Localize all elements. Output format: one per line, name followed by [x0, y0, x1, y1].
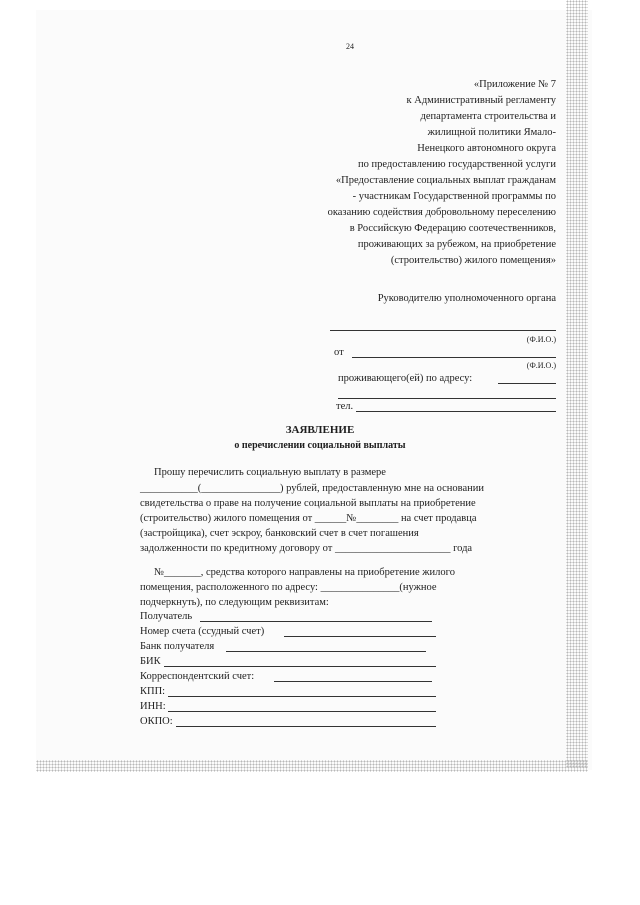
header-line: жилищной политики Ямало-: [427, 127, 556, 138]
from-label: от: [334, 347, 344, 358]
header-line: в Российскую Федерацию соотечественников,: [349, 223, 556, 234]
requisite-line: [284, 636, 436, 637]
requisite-label: Получатель: [140, 611, 193, 622]
requisite-line: [274, 681, 432, 682]
header-line: к Административный регламенту: [406, 95, 556, 106]
body-line: задолженности по кредитному договору от ______________________ года: [140, 543, 473, 554]
requisite-label: Банк получателя: [140, 641, 215, 652]
address-line-2: [338, 398, 556, 399]
requisite-line: [176, 726, 436, 727]
header-line: проживающих за рубежом, на приобретение: [357, 239, 556, 250]
body-line: (строительство) жилого помещения от ______№________ на счет продавца: [140, 513, 477, 524]
requisite-label: ОКПО:: [140, 716, 173, 727]
header-line: Ненецкого автономного округа: [417, 143, 556, 154]
requisite-line: [226, 651, 426, 652]
header-line: «Приложение № 7: [473, 79, 556, 90]
header-line: «Предоставление социальных выплат гражданам: [335, 175, 556, 186]
header-line: (строительство) жилого помещения»: [390, 255, 556, 266]
requisite-label: Корреспондентский счет:: [140, 671, 255, 682]
body-line: №_______, средства которого направлены на приобретение жилого: [154, 567, 455, 578]
fio-hint: (Ф.И.О.): [526, 335, 556, 344]
header-line: оказанию содействия добровольному переселению: [327, 207, 556, 218]
body-line: подчеркнуть), по следующим реквизитам:: [140, 597, 329, 608]
header-line: - участникам Государственной программы по: [352, 191, 556, 202]
residing-label: проживающего(ей) по адресу:: [338, 373, 473, 384]
body-line: ___________(_______________) рублей, предоставленную мне на основании: [140, 483, 484, 494]
requisite-line: [168, 696, 436, 697]
from-line: [352, 357, 556, 358]
address-line: [498, 383, 556, 384]
page-number: 24: [346, 42, 354, 51]
body-line: (застройщика), счет эскроу, банковский счет в счет погашения: [140, 528, 419, 539]
tel-label: тел.: [336, 401, 354, 412]
document-page: [36, 10, 592, 770]
requisite-label: Номер счета (ссудный счет): [140, 626, 265, 637]
tel-line: [356, 411, 556, 412]
addressee-name-line: [330, 330, 556, 331]
body-line: свидетельства о праве на получение социальной выплаты на приобретение: [140, 498, 476, 509]
document-title: ЗАЯВЛЕНИЕ: [285, 424, 355, 436]
header-line: департамента строительства и: [420, 111, 556, 122]
requisite-line: [164, 666, 436, 667]
body-line: помещения, расположенного по адресу: _______________(нужное: [140, 582, 437, 593]
requisite-line: [168, 711, 436, 712]
addressee-head: Руководителю уполномоченного органа: [377, 293, 556, 304]
requisite-line: [200, 621, 432, 622]
requisite-label: КПП:: [140, 686, 166, 697]
fio-hint: (Ф.И.О.): [526, 361, 556, 370]
scan-edge-right: [566, 0, 588, 768]
requisite-label: БИК: [140, 656, 161, 667]
document-subtitle: о перечислении социальной выплаты: [234, 440, 406, 451]
scan-edge-bottom: [36, 760, 588, 772]
header-line: по предоставлению государственной услуги: [358, 159, 556, 170]
body-line: Прошу перечислить социальную выплату в размере: [154, 467, 386, 478]
requisite-label: ИНН:: [140, 701, 166, 712]
